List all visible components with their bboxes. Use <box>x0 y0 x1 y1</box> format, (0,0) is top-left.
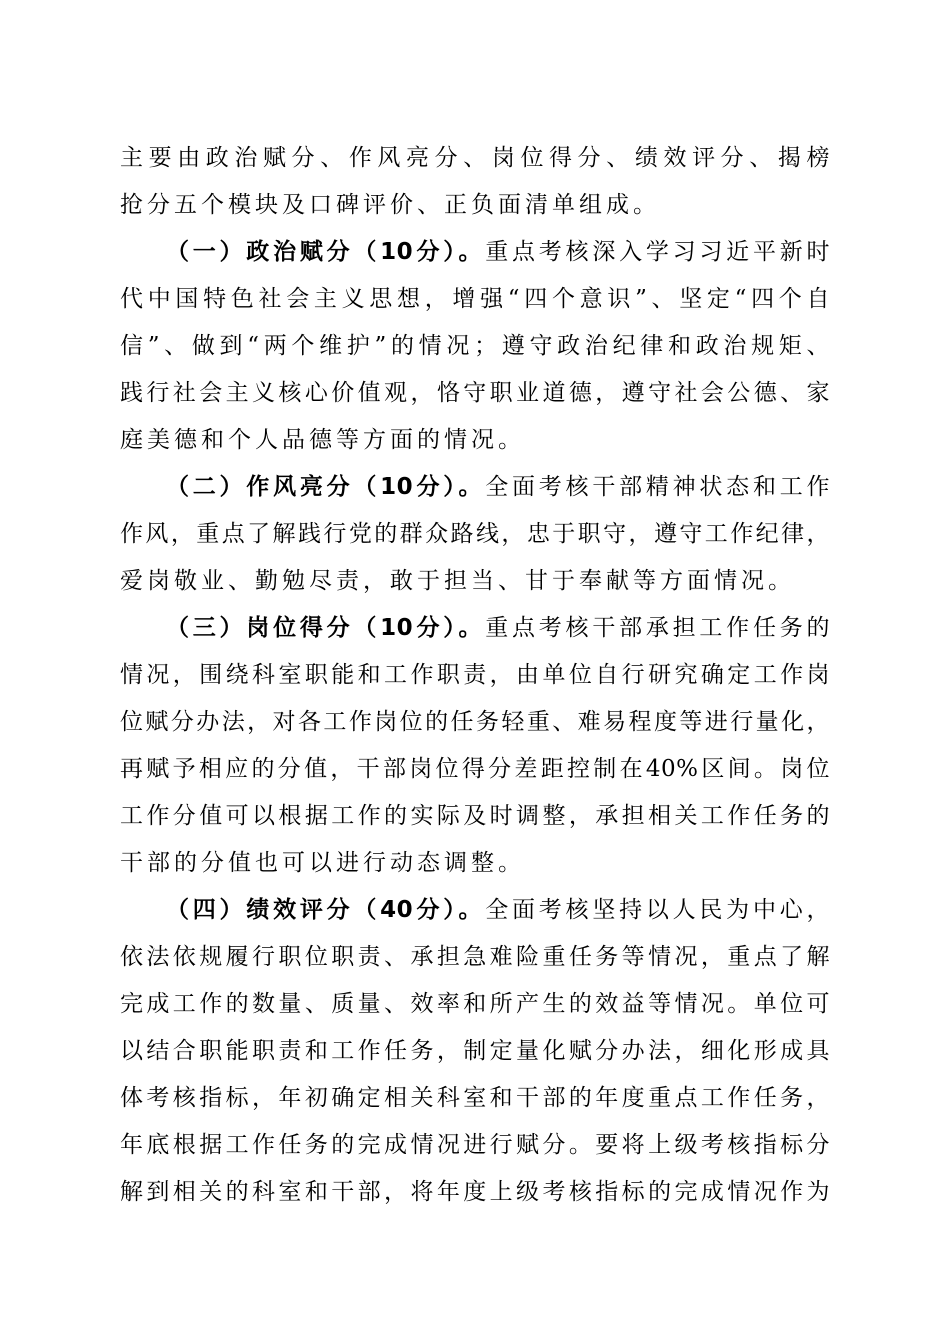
paragraph-style-line-1 <box>166 467 830 507</box>
paragraph-style-line-2: 作风，重点了解践行党的群众路线，忠于职守，遵守工作纪律， <box>120 521 830 547</box>
paragraph-performance-line-5: 体考核指标，年初确定相关科室和干部的年度重点工作任务， <box>120 1085 830 1111</box>
paragraph-intro-line-2: 抢分五个模块及口碑评价、正负面清单组成。 <box>120 192 660 218</box>
paragraph-style-line-3: 爱岗敬业、勤勉尽责，敢于担当、甘于奉献等方面情况。 <box>120 568 795 594</box>
paragraph-political-line-1-text: 重点考核深入学习习近平新时 <box>485 239 830 265</box>
paragraph-political-line-3: 信”、做到“两个维护”的情况；遵守政治纪律和政治规矩、 <box>120 333 830 359</box>
paragraph-style-line-1-text: 全面考核干部精神状态和工作 <box>485 474 830 500</box>
paragraph-performance-line-7: 解到相关的科室和干部，将年度上级考核指标的完成情况作为 <box>120 1179 830 1205</box>
paragraph-performance-line-1-text: 全面考核坚持以人民为中心， <box>485 897 830 923</box>
paragraph-post-line-3: 位赋分办法，对各工作岗位的任务轻重、难易程度等进行量化， <box>120 709 830 735</box>
paragraph-performance-line-2: 依法依规履行职位职责、承担急难险重任务等情况，重点了解 <box>120 944 830 970</box>
section-heading-post: （三）岗位得分（10分）。 <box>166 615 486 641</box>
section-heading-political: （一）政治赋分（10分）。 <box>166 239 486 265</box>
paragraph-post-line-6: 干部的分值也可以进行动态调整。 <box>120 850 525 876</box>
paragraph-post-line-2: 情况，围绕科室职能和工作职责，由单位自行研究确定工作岗 <box>120 662 830 688</box>
paragraph-performance-line-4: 以结合职能职责和工作任务，制定量化赋分办法，细化形成具 <box>120 1038 830 1064</box>
paragraph-performance-line-3: 完成工作的数量、质量、效率和所产生的效益等情况。单位可 <box>120 991 830 1017</box>
paragraph-political-line-1 <box>166 232 830 272</box>
paragraph-performance-line-6: 年底根据工作任务的完成情况进行赋分。要将上级考核指标分 <box>120 1132 830 1158</box>
paragraph-intro-line-1: 主要由政治赋分、作风亮分、岗位得分、绩效评分、揭榜 <box>120 145 830 171</box>
paragraph-political-line-4: 践行社会主义核心价值观，恪守职业道德，遵守社会公德、家 <box>120 380 830 406</box>
paragraph-political-line-5: 庭美德和个人品德等方面的情况。 <box>120 427 525 453</box>
paragraph-post-line-1-text: 重点考核干部承担工作任务的 <box>485 615 830 641</box>
paragraph-political-line-2: 代中国特色社会主义思想，增强“四个意识”、坚定“四个自 <box>120 286 830 312</box>
paragraph-post-line-5: 工作分值可以根据工作的实际及时调整，承担相关工作任务的 <box>120 803 830 829</box>
section-heading-performance: （四）绩效评分（40分）。 <box>166 897 486 923</box>
section-heading-style: （二）作风亮分（10分）。 <box>166 474 486 500</box>
paragraph-post-line-1 <box>166 608 830 648</box>
paragraph-performance-line-1 <box>166 890 830 930</box>
paragraph-post-line-4: 再赋予相应的分值，干部岗位得分差距控制在40%区间。岗位 <box>120 756 830 782</box>
